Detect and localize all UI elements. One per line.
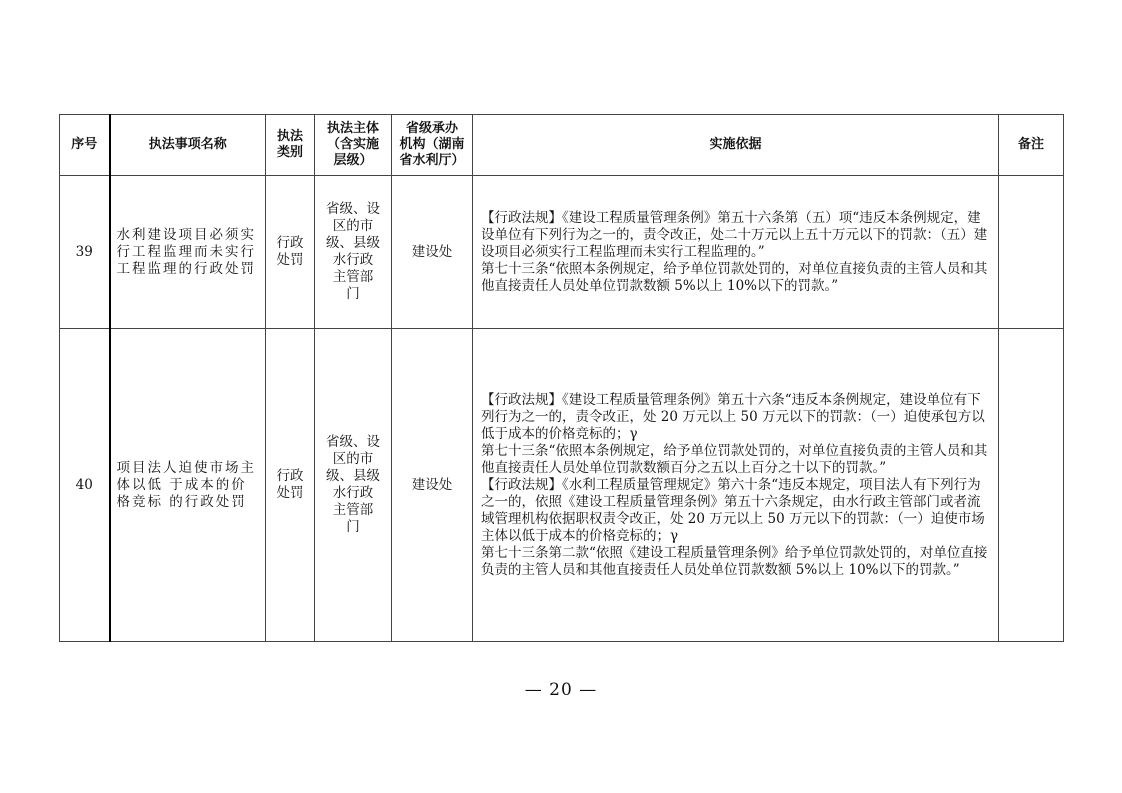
enforcement-table — [59, 114, 1064, 642]
row-subject: 省级、设 区的市 级、县级 水行政 主管部 门 — [315, 329, 392, 642]
row-seq: 40 — [60, 329, 110, 642]
row-basis: 【行政法规】《建设工程质量管理条例》第五十六条第（五）项“违反本条例规定，建设单位有下列行为之一的，责令改正，处二十万元以上五十万元以下的罚款：（五）建设项目必须实行工程监理而未实行工程监理的。” 第七十三条“依照本条例规定，给予单位罚款处罚的，对单位直接负责的主管人员和其他直接责任人员处单位罚款数额 5%以上 10%以下的罚款。” — [473, 176, 999, 329]
row-remark — [999, 329, 1064, 642]
row-category: 行政 处罚 — [266, 176, 315, 329]
row-remark — [999, 176, 1064, 329]
header-dept: 省级承办 机构（湖南 省水利厅） — [392, 115, 473, 176]
table-row — [60, 329, 1064, 642]
row-dept: 建设处 — [392, 176, 473, 329]
table-header-row — [60, 115, 1064, 176]
header-remark: 备注 — [999, 115, 1064, 176]
header-seq: 序号 — [60, 115, 110, 176]
table-row — [60, 176, 1064, 329]
header-basis: 实施依据 — [473, 115, 999, 176]
page-number: — 20 — — [524, 680, 598, 700]
header-subject: 执法主体 （含实施 层级） — [315, 115, 392, 176]
header-category: 执法 类别 — [266, 115, 315, 176]
row-basis: 【行政法规】《建设工程质量管理条例》第五十六条“违反本条例规定，建设单位有下列行为之一的，责令改正，处 20 万元以上 50 万元以下的罚款：（一）迫使承包方以低于成本的价格竞标的；γ 第七十三条“依照本条例规定，给予单位罚款处罚的，对单位直接负责的主管人员和其他直接责任人员处单位罚款数额百分之五以上百分之十以下的罚款。” 【行政法规】《水利工程质量管理规定》第六十条“违反本规定，项目法人有下列行为之一的，依照《建设工程质量管理条例》第五十六条规定，由水行政主管部门或者流域管理机构依据职权责令改正，处 20 万元以上 50 万元以下的罚款：（一）迫使市场主体以低于成本的价格竞标的；γ 第七十三条第二款“依照《建设工程质量管理条例》给予单位罚款处罚的，对单位直接负责的主管人员和其他直接责任人员处单位罚款数额 5%以上 10%以下的罚款。” — [473, 329, 999, 642]
row-subject: 省级、设 区的市 级、县级 水行政 主管部 门 — [315, 176, 392, 329]
row-name: 水利建设项目必须实行工程监理而未实行工程监理的行政处罚 — [110, 176, 266, 329]
row-name: 项目法人迫使市场主体以低 于成本的价格竞标 的行政处罚 — [110, 329, 266, 642]
header-name: 执法事项名称 — [110, 115, 266, 176]
row-dept: 建设处 — [392, 329, 473, 642]
row-seq: 39 — [60, 176, 110, 329]
row-category: 行政 处罚 — [266, 329, 315, 642]
